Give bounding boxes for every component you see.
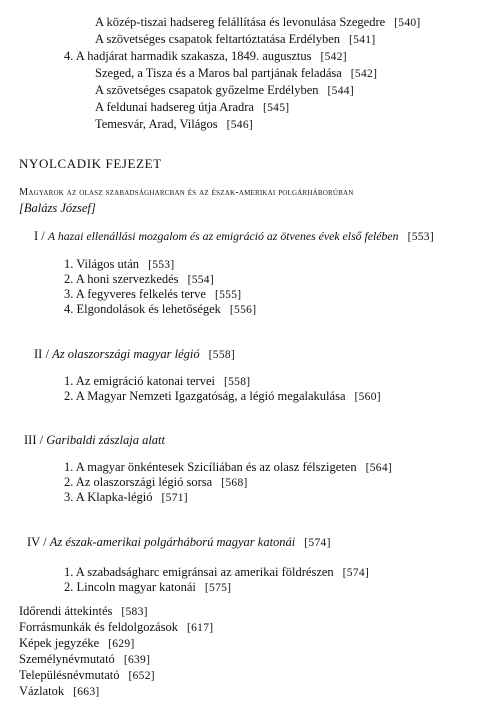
toc-entry: 4. Elgondolások és lehetőségek [556] xyxy=(64,302,257,316)
toc-entry: 4. A hadjárat harmadik szakasza, 1849. augusztus [542] xyxy=(64,49,347,63)
toc-entry: 3. A Klapka-légió [571] xyxy=(64,490,188,504)
appendix-entry: Képek jegyzéke [629] xyxy=(19,636,135,650)
chapter-title: NYOLCADIK FEJEZET xyxy=(19,156,162,171)
toc-entry: 1. A szabadságharc emigránsai az amerikai földrészen [574] xyxy=(64,565,370,579)
section-heading: II / Az olaszországi magyar légió [558] xyxy=(34,347,236,361)
toc-entry: 1. Az emigráció katonai tervei [558] xyxy=(64,374,251,388)
toc-entry: 2. Lincoln magyar katonái [575] xyxy=(64,580,232,594)
toc-entry: 2. Az olaszországi légió sorsa [568] xyxy=(64,475,248,489)
toc-entry: 2. A honi szervezkedés [554] xyxy=(64,272,214,286)
toc-entry: A szövetséges csapatok feltartóztatása Erdélyben [541] xyxy=(95,32,376,46)
section-heading: IV / Az észak-amerikai polgárháború magyar katonái [574] xyxy=(27,535,331,549)
appendix-entry: Településnévmutató [652] xyxy=(19,668,155,682)
appendix-entry: Időrendi áttekintés [583] xyxy=(19,604,148,618)
appendix-entry: Vázlatok [663] xyxy=(19,684,100,698)
toc-entry: Szeged, a Tisza és a Maros bal partjának feladása [542] xyxy=(95,66,378,80)
chapter-author: [Balázs József] xyxy=(19,201,96,215)
chapter-subtitle: Magyarok az olasz szabadságharcban és az észak-amerikai polgárháborúban xyxy=(19,187,354,198)
section-heading: III / Garibaldi zászlaja alatt xyxy=(24,433,166,447)
toc-entry: 3. A fegyveres felkelés terve [555] xyxy=(64,287,242,301)
toc-entry: 1. A magyar önkéntesek Szicíliában és az olasz félszigeten [564] xyxy=(64,460,393,474)
appendix-entry: Forrásmunkák és feldolgozások [617] xyxy=(19,620,214,634)
toc-entry: 1. Világos után [553] xyxy=(64,257,175,271)
appendix-entry: Személynévmutató [639] xyxy=(19,652,151,666)
toc-entry: Temesvár, Arad, Világos [546] xyxy=(95,117,254,131)
section-heading: I / A hazai ellenállási mozgalom és az emigráció az ötvenes évek első felében [553] xyxy=(34,229,434,243)
toc-entry: A szövetséges csapatok győzelme Erdélyben [544] xyxy=(95,83,354,97)
toc-entry: A közép-tiszai hadsereg felállítása és levonulása Szegedre [540] xyxy=(95,15,421,29)
toc-entry: 2. A Magyar Nemzeti Igazgatóság, a légió megalakulása [560] xyxy=(64,389,381,403)
toc-entry: A feldunai hadsereg útja Aradra [545] xyxy=(95,100,290,114)
